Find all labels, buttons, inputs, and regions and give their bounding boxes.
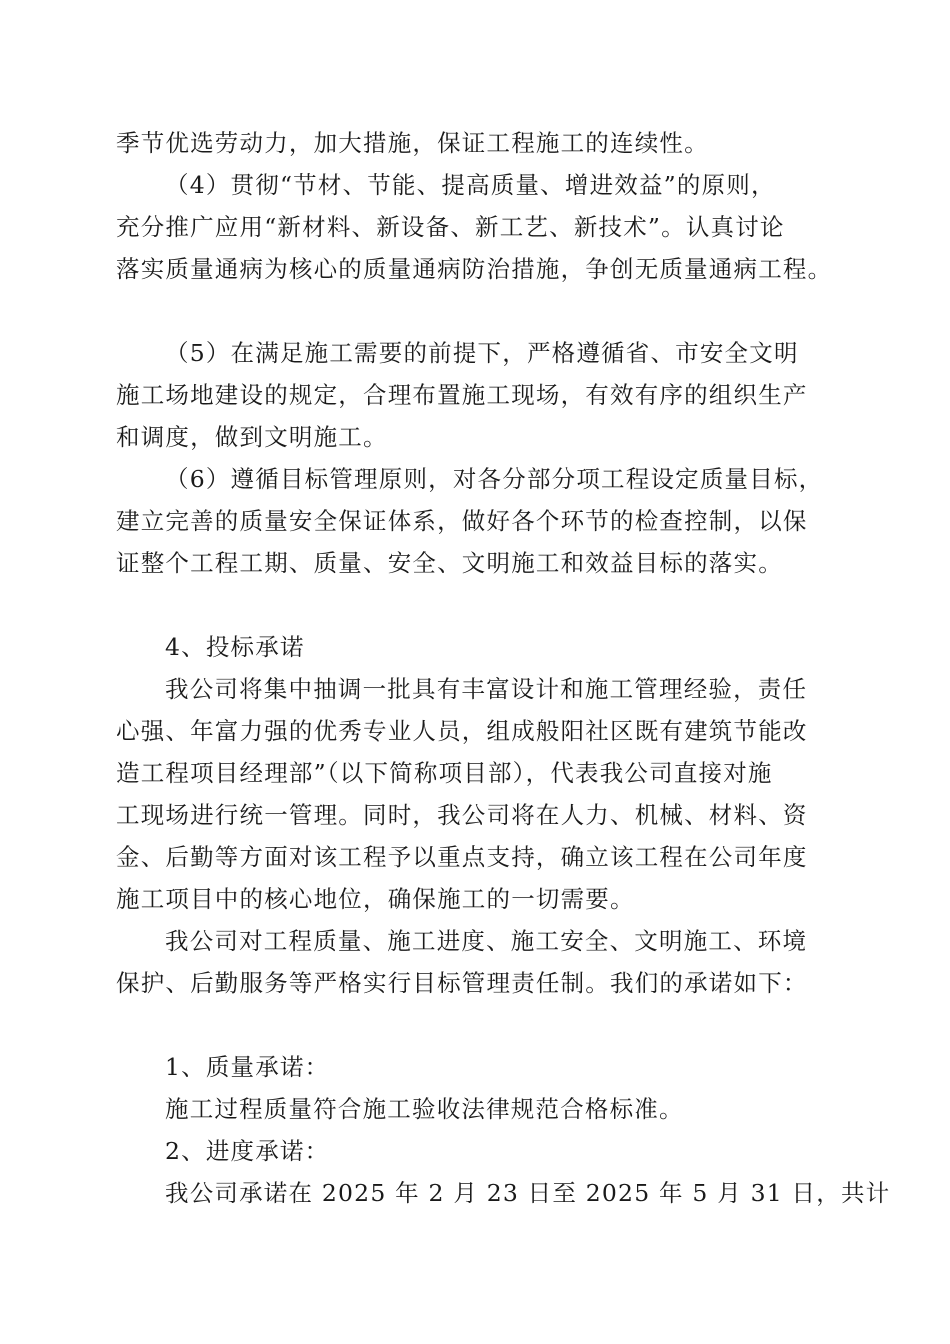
text-line: 心强、年富力强的优秀专业人员，组成般阳社区既有建筑节能改: [116, 717, 808, 745]
text-line: 我公司承诺在 2025 年 2 月 23 日至 2025 年 5 月 31 日，共计: [165, 1179, 891, 1207]
text-line: 证整个工程工期、质量、安全、文明施工和效益目标的落实。: [116, 549, 783, 577]
text-line: 我公司对工程质量、施工进度、施工安全、文明施工、环境: [165, 927, 808, 955]
text-line: 施工过程质量符合施工验收法律规范合格标准。: [165, 1095, 684, 1123]
subsection-heading: 2、进度承诺：: [165, 1137, 330, 1165]
subsection-heading: 1、质量承诺：: [165, 1053, 330, 1081]
text-line: 落实质量通病为核心的质量通病防治措施，争创无质量通病工程。: [116, 255, 833, 283]
text-line: 金、后勤等方面对该工程予以重点支持，确立该工程在公司年度: [116, 843, 808, 871]
text-line: 和调度，做到文明施工。: [116, 423, 388, 451]
section-heading: 4、投标承诺: [165, 633, 305, 661]
text-line: 施工项目中的核心地位，确保施工的一切需要。: [116, 885, 635, 913]
text-line: 建立完善的质量安全保证体系，做好各个环节的检查控制，以保: [116, 507, 808, 535]
text-line: （5）在满足施工需要的前提下，严格遵循省、市安全文明: [165, 339, 799, 367]
text-line: 工现场进行统一管理。同时，我公司将在人力、机械、材料、资: [116, 801, 808, 829]
text-line: （4）贯彻“节材、节能、提高质量、增进效益”的原则，: [165, 171, 776, 199]
text-line: 充分推广应用“新材料、新设备、新工艺、新技术”。认真讨论: [116, 213, 785, 241]
text-line: 施工场地建设的规定，合理布置施工现场，有效有序的组织生产: [116, 381, 808, 409]
text-line: 我公司将集中抽调一批具有丰富设计和施工管理经验，责任: [165, 675, 808, 703]
text-line: 造工程项目经理部”（以下简称项目部），代表我公司直接对施: [116, 759, 773, 787]
text-line: 季节优选劳动力，加大措施，保证工程施工的连续性。: [116, 129, 709, 157]
text-line: 保护、后勤服务等严格实行目标管理责任制。我们的承诺如下：: [116, 969, 808, 997]
text-line: （6）遵循目标管理原则，对各分部分项工程设定质量目标，: [165, 465, 824, 493]
